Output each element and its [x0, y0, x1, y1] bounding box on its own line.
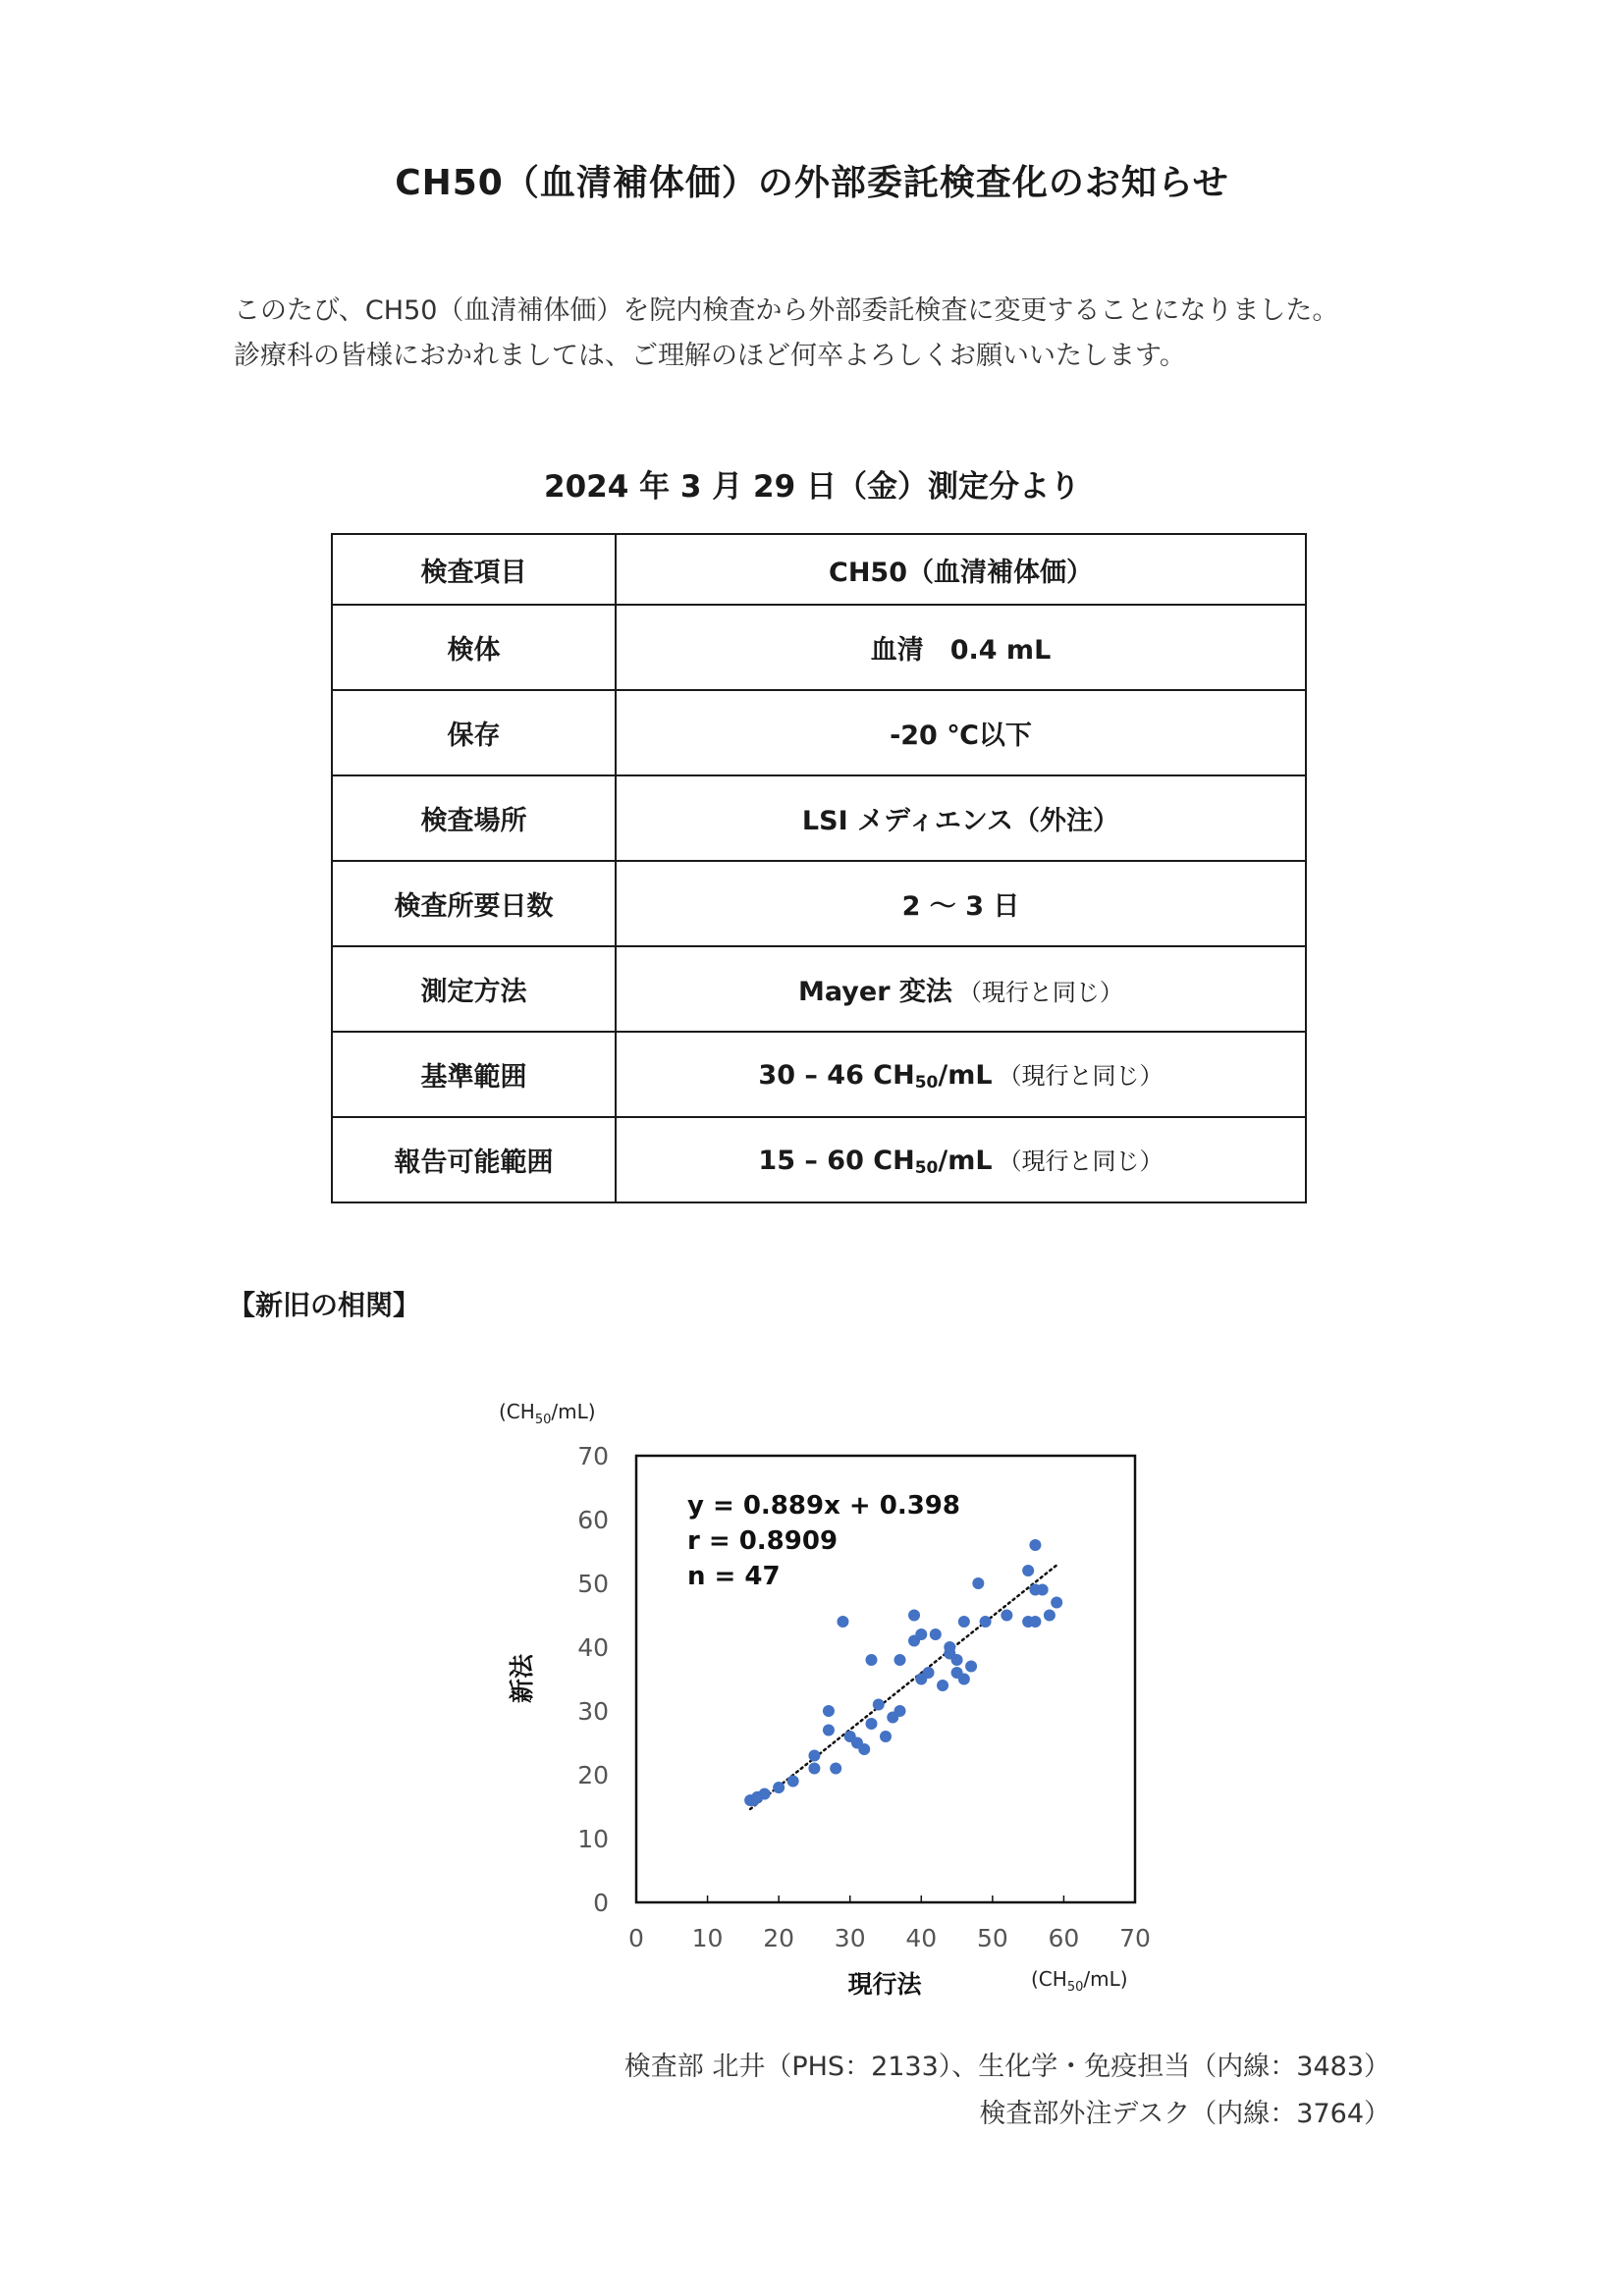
data-point — [858, 1743, 870, 1755]
y-tick-label: 70 — [577, 1442, 609, 1470]
data-point — [1001, 1610, 1012, 1622]
intro-paragraph — [234, 289, 1338, 379]
y-axis-unit: $(CH_{50}/mL)$ — [499, 1400, 596, 1427]
contact-line-2: 検査部外注デスク（内線：3764） — [979, 2099, 1390, 2129]
test-info-table — [331, 533, 1307, 1203]
regression-annotation: n = 47 — [687, 1562, 781, 1591]
row-value: 血清 0.4 mL — [616, 605, 1306, 690]
plot-area-frame — [636, 1456, 1135, 1902]
x-tick-label: 30 — [834, 1924, 866, 1952]
row-value: CH50（血清補体価） — [616, 534, 1306, 605]
data-point — [965, 1661, 977, 1673]
table-row — [332, 605, 1306, 690]
table-row — [332, 1032, 1306, 1117]
section-title: 【新旧の相関】 — [228, 1289, 421, 1321]
y-tick-label: 30 — [577, 1697, 609, 1726]
y-axis-label: 新法 — [508, 1653, 536, 1704]
row-key: 報告可能範囲 — [332, 1117, 616, 1202]
data-point — [937, 1680, 948, 1691]
row-note: （現行と同じ） — [998, 1062, 1164, 1090]
data-point — [908, 1610, 920, 1622]
regression-annotation: y = 0.889x + 0.398 — [687, 1491, 960, 1521]
data-point — [1029, 1616, 1041, 1628]
data-point — [894, 1705, 906, 1717]
y-tick-label: 20 — [577, 1761, 609, 1789]
data-point — [808, 1763, 820, 1775]
x-tick-label: 10 — [691, 1924, 724, 1952]
data-point — [980, 1616, 992, 1628]
row-value: LSI メディエンス（外注） — [616, 775, 1306, 861]
y-tick-label: 50 — [577, 1570, 609, 1598]
x-tick-label: 70 — [1119, 1924, 1151, 1952]
data-point — [1029, 1539, 1041, 1551]
table-row — [332, 1117, 1306, 1202]
data-point — [823, 1705, 835, 1717]
x-tick-label: 0 — [628, 1924, 644, 1952]
data-point — [759, 1789, 771, 1800]
data-point — [1044, 1610, 1056, 1622]
intro-line-2: 診療科の皆様におかれましては、ご理解のほど何卒よろしくお願いいたします。 — [234, 341, 1186, 371]
x-tick-label: 20 — [763, 1924, 795, 1952]
data-point — [873, 1699, 885, 1711]
data-point — [865, 1718, 877, 1730]
row-note: （現行と同じ） — [957, 979, 1123, 1006]
data-point — [830, 1763, 841, 1775]
row-key: 検査場所 — [332, 775, 616, 861]
table-row — [332, 534, 1306, 605]
contact-line-1: 検査部 北井（PHS：2133）、生化学・免疫担当（内線：3483） — [623, 2052, 1390, 2082]
data-point — [930, 1629, 942, 1640]
data-point — [773, 1782, 785, 1793]
data-point — [787, 1776, 799, 1788]
data-point — [1051, 1597, 1062, 1609]
data-point — [865, 1654, 877, 1666]
intro-line-1: このたび、CH50（血清補体価）を院内検査から外部委託検査に変更することになりました。 — [234, 295, 1339, 326]
row-value: 2 ～ 3 日 — [616, 861, 1306, 946]
row-value: 15 – 60 $CH_{50}/mL$ （現行と同じ） — [616, 1117, 1306, 1202]
data-point — [958, 1674, 970, 1685]
data-point — [880, 1731, 892, 1742]
y-tick-label: 60 — [577, 1506, 609, 1534]
trendline — [750, 1565, 1056, 1808]
row-key: 検体 — [332, 605, 616, 690]
data-point — [823, 1725, 835, 1736]
data-point — [951, 1654, 963, 1666]
table-row — [332, 775, 1306, 861]
data-point — [972, 1577, 984, 1589]
correlation-scatter-chart — [471, 1384, 1178, 2012]
row-key: 検査項目 — [332, 534, 616, 605]
x-axis-unit: $(CH_{50}/mL)$ — [1031, 1967, 1128, 1995]
row-key: 測定方法 — [332, 946, 616, 1032]
x-axis-label: 現行法 — [847, 1970, 922, 1999]
row-key: 保存 — [332, 690, 616, 775]
data-point — [1022, 1565, 1034, 1576]
data-point — [923, 1667, 935, 1679]
table-row — [332, 861, 1306, 946]
page-title: CH50（血清補体価）の外部委託検査化のお知らせ — [395, 163, 1229, 203]
effective-date: 2024 年 3 月 29 日（金）測定分より — [544, 469, 1080, 505]
x-tick-label: 40 — [905, 1924, 938, 1952]
regression-annotation: r = 0.8909 — [687, 1526, 839, 1556]
y-tick-label: 10 — [577, 1825, 609, 1853]
row-key: 検査所要日数 — [332, 861, 616, 946]
table-row — [332, 946, 1306, 1032]
contact-info — [624, 2044, 1390, 2138]
data-point — [1037, 1584, 1049, 1596]
data-point — [894, 1654, 906, 1666]
row-value: 30 – 46 $CH_{50}/mL$ （現行と同じ） — [616, 1032, 1306, 1117]
data-point — [958, 1616, 970, 1628]
y-tick-label: 0 — [593, 1889, 609, 1917]
row-value: Mayer 変法 （現行と同じ） — [616, 946, 1306, 1032]
y-tick-label: 40 — [577, 1633, 609, 1662]
row-key: 基準範囲 — [332, 1032, 616, 1117]
table-row — [332, 690, 1306, 775]
row-value: -20 ℃以下 — [616, 690, 1306, 775]
x-tick-label: 60 — [1048, 1924, 1080, 1952]
x-tick-label: 50 — [976, 1924, 1008, 1952]
data-point — [915, 1629, 927, 1640]
data-point — [808, 1750, 820, 1762]
row-note: （現行と同じ） — [998, 1148, 1164, 1175]
data-point — [837, 1616, 848, 1628]
